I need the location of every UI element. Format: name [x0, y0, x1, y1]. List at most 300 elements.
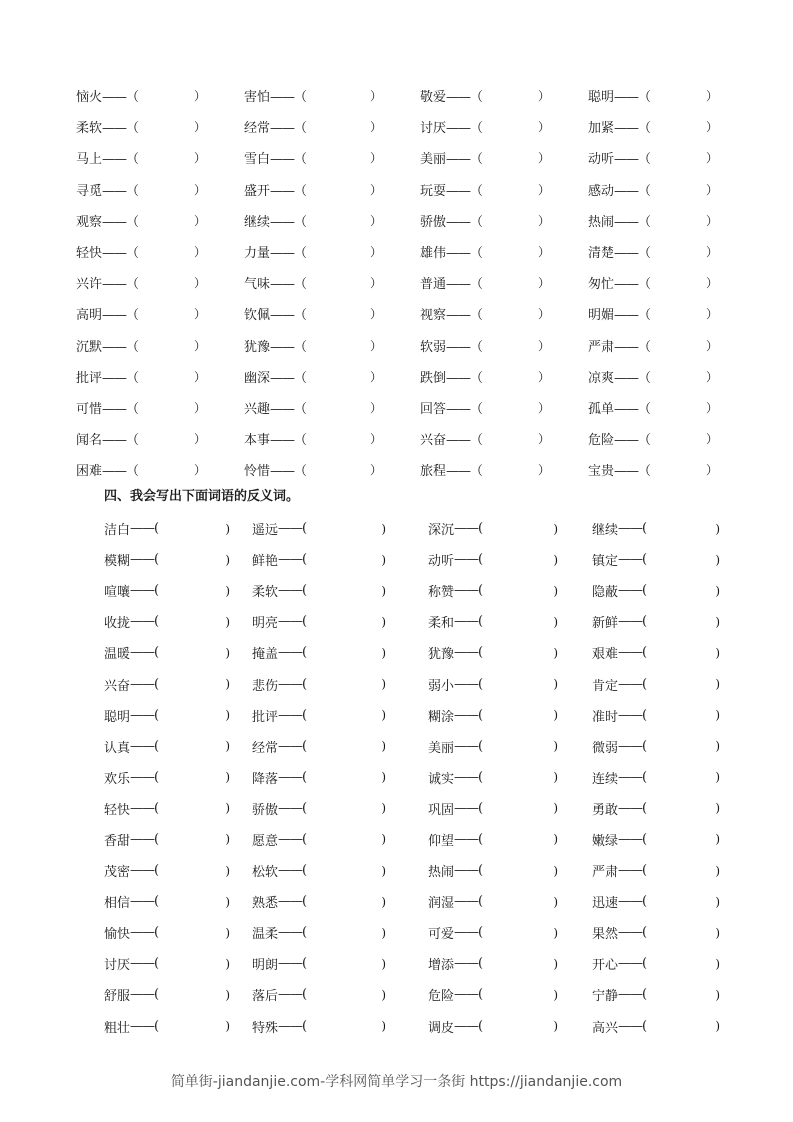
exercise-item: [244, 211, 420, 230]
close-paren: ）: [537, 463, 550, 478]
close-paren: ）: [537, 245, 550, 260]
close-paren: ）: [705, 276, 718, 291]
exercise-word: 增添: [428, 958, 455, 974]
dash-open-paren: ——(: [130, 800, 159, 816]
exercise-row: [104, 575, 724, 606]
exercise-item: [104, 550, 252, 569]
dash-open-paren: ——（: [614, 401, 651, 417]
close-paren: ）: [193, 338, 206, 353]
exercise-item: [104, 737, 252, 756]
dash-open-paren: ——（: [102, 339, 139, 355]
dash-open-paren: ——（: [270, 464, 307, 480]
close-paren: ）: [705, 213, 718, 228]
exercise-word: 玩耍: [420, 183, 447, 199]
close-paren: ）: [193, 213, 206, 228]
exercise-word: 新鲜: [592, 616, 619, 632]
exercise-item: [428, 550, 592, 569]
close-paren: ): [381, 1019, 386, 1034]
exercise-item: [588, 273, 726, 292]
dash-open-paren: ——（: [446, 277, 483, 293]
exercise-item: [104, 923, 252, 942]
dash-open-paren: ——(: [278, 1018, 307, 1034]
dash-open-paren: ——(: [278, 676, 307, 692]
exercise-word: 准时: [592, 709, 619, 725]
exercise-item: [592, 799, 724, 818]
exercise-item: [252, 550, 428, 569]
exercise-row: [76, 236, 726, 267]
dash-open-paren: ——(: [454, 831, 483, 847]
exercise-word: 经常: [244, 121, 271, 137]
close-paren: ): [225, 987, 230, 1002]
exercise-item: [428, 892, 592, 911]
exercise-word: 柔和: [428, 616, 455, 632]
exercise-word: 雪白: [244, 152, 271, 168]
dash-open-paren: ——(: [454, 769, 483, 785]
exercise-word: 称赞: [428, 585, 455, 601]
exercise-item: [76, 460, 244, 479]
dash-open-paren: ——(: [130, 707, 159, 723]
exercise-item: [588, 398, 726, 417]
close-paren: ): [381, 894, 386, 909]
exercise-item: [104, 892, 252, 911]
exercise-item: [252, 737, 428, 756]
dash-open-paren: ——(: [618, 987, 647, 1003]
exercise-item: [244, 117, 420, 136]
exercise-item: [420, 211, 588, 230]
exercise-item: [592, 830, 724, 849]
exercise-row: [104, 979, 724, 1010]
close-paren: ）: [369, 463, 382, 478]
dash-open-paren: ——（: [270, 121, 307, 137]
dash-open-paren: ——(: [454, 863, 483, 879]
dash-open-paren: ——（: [102, 308, 139, 324]
exercise-word: 香甜: [104, 833, 131, 849]
exercise-word: 继续: [244, 214, 271, 230]
exercise-item: [104, 581, 252, 600]
exercise-item: [420, 86, 588, 105]
exercise-item: [252, 1017, 428, 1036]
dash-open-paren: ——（: [446, 214, 483, 230]
close-paren: ）: [193, 151, 206, 166]
exercise-word: 鲜艳: [252, 554, 279, 570]
close-paren: ): [381, 863, 386, 878]
close-paren: ): [381, 956, 386, 971]
exercise-item: [252, 892, 428, 911]
exercise-row: [76, 205, 726, 236]
exercise-word: 遥远: [252, 523, 279, 539]
close-paren: ): [553, 583, 558, 598]
exercise-word: 骄傲: [420, 214, 447, 230]
dash-open-paren: ——（: [102, 214, 139, 230]
close-paren: ）: [369, 120, 382, 135]
dash-open-paren: ——（: [614, 90, 651, 106]
dash-open-paren: ——(: [618, 863, 647, 879]
dash-open-paren: ——(: [618, 956, 647, 972]
dash-open-paren: ——(: [130, 987, 159, 1003]
close-paren: ): [715, 925, 720, 940]
close-paren: ): [715, 614, 720, 629]
exercise-word: 特殊: [252, 1020, 279, 1036]
dash-open-paren: ——（: [102, 90, 139, 106]
exercise-row: [104, 606, 724, 637]
dash-open-paren: ——(: [618, 614, 647, 630]
exercise-word: 匆忙: [588, 277, 615, 293]
dash-open-paren: ——（: [102, 121, 139, 137]
dash-open-paren: ——（: [270, 308, 307, 324]
exercise-row: [104, 731, 724, 762]
exercise-item: [420, 304, 588, 323]
close-paren: ): [381, 708, 386, 723]
close-paren: ): [715, 677, 720, 692]
dash-open-paren: ——(: [278, 863, 307, 879]
close-paren: ): [225, 583, 230, 598]
exercise-word: 艰难: [592, 647, 619, 663]
close-paren: ）: [705, 182, 718, 197]
dash-open-paren: ——(: [278, 614, 307, 630]
exercise-word: 落后: [252, 989, 279, 1005]
close-paren: ): [225, 708, 230, 723]
dash-open-paren: ——(: [454, 583, 483, 599]
close-paren: ）: [705, 120, 718, 135]
dash-open-paren: ——（: [614, 152, 651, 168]
dash-open-paren: ——（: [270, 90, 307, 106]
exercise-row: [104, 855, 724, 886]
exercise-word: 模糊: [104, 554, 131, 570]
exercise-word: 轻快: [76, 246, 103, 262]
exercise-item: [592, 519, 724, 538]
dash-open-paren: ——(: [130, 521, 159, 537]
close-paren: ）: [537, 151, 550, 166]
dash-open-paren: ——(: [278, 552, 307, 568]
exercise-word: 热闹: [428, 865, 455, 881]
exercise-word: 加紧: [588, 121, 615, 137]
exercise-row: [76, 392, 726, 423]
exercise-word: 气味: [244, 277, 271, 293]
exercise-item: [244, 460, 420, 479]
exercise-word: 盛开: [244, 183, 271, 199]
dash-open-paren: ——(: [130, 925, 159, 941]
dash-open-paren: ——(: [618, 831, 647, 847]
exercise-word: 弱小: [428, 678, 455, 694]
close-paren: ): [225, 770, 230, 785]
exercise-word: 钦佩: [244, 308, 271, 324]
dash-open-paren: ——（: [270, 214, 307, 230]
exercise-word: 动听: [428, 554, 455, 570]
dash-open-paren: ——（: [102, 433, 139, 449]
exercise-row: [76, 330, 726, 361]
exercise-item: [252, 985, 428, 1004]
exercise-word: 镇定: [592, 554, 619, 570]
exercise-word: 兴奋: [420, 433, 447, 449]
dash-open-paren: ——(: [278, 831, 307, 847]
footer-watermark: 简单街-jiandanjie.com-学科网简单学习一条街 https://jiandanjie.com: [170, 1074, 623, 1090]
exercise-word: 严肃: [588, 339, 615, 355]
exercise-word: 轻快: [104, 802, 131, 818]
close-paren: ): [225, 645, 230, 660]
dash-open-paren: ——（: [446, 90, 483, 106]
close-paren: ）: [369, 432, 382, 447]
exercise-item: [588, 429, 726, 448]
exercise-item: [252, 799, 428, 818]
dash-open-paren: ——(: [618, 738, 647, 754]
close-paren: ）: [193, 432, 206, 447]
exercise-item: [588, 304, 726, 323]
exercise-row: [104, 793, 724, 824]
exercise-word: 感动: [588, 183, 615, 199]
exercise-item: [252, 643, 428, 662]
close-paren: ): [381, 925, 386, 940]
exercise-item: [420, 367, 588, 386]
dash-open-paren: ——（: [270, 339, 307, 355]
exercise-item: [104, 768, 252, 787]
exercise-item: [252, 954, 428, 973]
dash-open-paren: ——（: [102, 370, 139, 386]
exercise-row: [104, 637, 724, 668]
dash-open-paren: ——(: [454, 894, 483, 910]
dash-open-paren: ——（: [446, 308, 483, 324]
dash-open-paren: ——(: [130, 1018, 159, 1034]
dash-open-paren: ——(: [618, 583, 647, 599]
exercise-item: [76, 86, 244, 105]
exercise-word: 隐蔽: [592, 585, 619, 601]
exercise-item: [104, 985, 252, 1004]
close-paren: ）: [705, 400, 718, 415]
exercise-item: [588, 336, 726, 355]
exercise-word: 熟悉: [252, 896, 279, 912]
dash-open-paren: ——（: [614, 246, 651, 262]
exercise-item: [592, 861, 724, 880]
exercise-item: [588, 242, 726, 261]
exercise-item: [592, 550, 724, 569]
close-paren: ): [715, 583, 720, 598]
dash-open-paren: ——(: [130, 863, 159, 879]
exercise-item: [592, 923, 724, 942]
exercise-word: 恼火: [76, 90, 103, 106]
exercise-item: [592, 985, 724, 1004]
exercise-item: [244, 304, 420, 323]
exercise-word: 诚实: [428, 771, 455, 787]
close-paren: ）: [193, 276, 206, 291]
exercise-word: 本事: [244, 433, 271, 449]
close-paren: ): [381, 677, 386, 692]
close-paren: ): [553, 552, 558, 567]
exercise-word: 悲伤: [252, 678, 279, 694]
exercise-item: [244, 398, 420, 417]
dash-open-paren: ——(: [454, 1018, 483, 1034]
dash-open-paren: ——（: [614, 370, 651, 386]
exercise-item: [428, 799, 592, 818]
exercise-word: 开心: [592, 958, 619, 974]
dash-open-paren: ——（: [102, 401, 139, 417]
exercise-word: 犹豫: [244, 339, 271, 355]
exercise-item: [428, 706, 592, 725]
close-paren: ): [715, 645, 720, 660]
exercise-item: [592, 737, 724, 756]
close-paren: ): [225, 863, 230, 878]
close-paren: ）: [537, 276, 550, 291]
exercise-row: [76, 423, 726, 454]
exercise-item: [420, 273, 588, 292]
dash-open-paren: ——(: [618, 1018, 647, 1034]
exercise-word: 骄傲: [252, 802, 279, 818]
dash-open-paren: ——（: [102, 246, 139, 262]
close-paren: ): [225, 739, 230, 754]
synonym-exercise-grid: [76, 80, 726, 485]
close-paren: ): [225, 832, 230, 847]
exercise-item: [592, 954, 724, 973]
close-paren: ): [381, 801, 386, 816]
dash-open-paren: ——（: [270, 433, 307, 449]
exercise-word: 收拢: [104, 616, 131, 632]
exercise-item: [428, 612, 592, 631]
dash-open-paren: ——（: [446, 152, 483, 168]
close-paren: ）: [193, 400, 206, 415]
exercise-item: [252, 768, 428, 787]
exercise-word: 美丽: [420, 152, 447, 168]
exercise-row: [104, 544, 724, 575]
exercise-item: [244, 336, 420, 355]
exercise-word: 危险: [588, 433, 615, 449]
exercise-item: [420, 117, 588, 136]
exercise-item: [588, 148, 726, 167]
dash-open-paren: ——(: [618, 894, 647, 910]
exercise-item: [592, 768, 724, 787]
close-paren: ): [225, 925, 230, 940]
exercise-item: [104, 519, 252, 538]
dash-open-paren: ——（: [446, 246, 483, 262]
close-paren: ）: [537, 307, 550, 322]
dash-open-paren: ——(: [454, 925, 483, 941]
exercise-row: [104, 513, 724, 544]
exercise-word: 巩固: [428, 802, 455, 818]
dash-open-paren: ——(: [278, 583, 307, 599]
exercise-item: [252, 612, 428, 631]
dash-open-paren: ——(: [618, 800, 647, 816]
dash-open-paren: ——（: [270, 183, 307, 199]
exercise-word: 视察: [420, 308, 447, 324]
exercise-item: [104, 675, 252, 694]
exercise-item: [104, 612, 252, 631]
dash-open-paren: ——（: [270, 246, 307, 262]
exercise-item: [420, 180, 588, 199]
exercise-row: [104, 1011, 724, 1042]
exercise-item: [428, 643, 592, 662]
dash-open-paren: ——(: [454, 707, 483, 723]
close-paren: ）: [193, 245, 206, 260]
exercise-word: 深沉: [428, 523, 455, 539]
close-paren: ）: [705, 151, 718, 166]
exercise-item: [592, 612, 724, 631]
dash-open-paren: ——（: [446, 121, 483, 137]
exercise-word: 洁白: [104, 523, 131, 539]
exercise-row: [76, 80, 726, 111]
dash-open-paren: ——(: [130, 614, 159, 630]
exercise-row: [76, 111, 726, 142]
exercise-word: 高明: [76, 308, 103, 324]
exercise-word: 雄伟: [420, 246, 447, 262]
close-paren: ): [553, 956, 558, 971]
close-paren: ）: [705, 245, 718, 260]
exercise-item: [76, 117, 244, 136]
dash-open-paren: ——(: [130, 583, 159, 599]
exercise-item: [428, 985, 592, 1004]
dash-open-paren: ——（: [614, 433, 651, 449]
exercise-row: [104, 917, 724, 948]
dash-open-paren: ——（: [270, 277, 307, 293]
exercise-item: [592, 675, 724, 694]
close-paren: ): [381, 583, 386, 598]
close-paren: ）: [537, 369, 550, 384]
dash-open-paren: ——(: [618, 645, 647, 661]
exercise-item: [592, 581, 724, 600]
exercise-word: 热闹: [588, 214, 615, 230]
dash-open-paren: ——(: [618, 676, 647, 692]
exercise-item: [420, 429, 588, 448]
dash-open-paren: ——(: [278, 769, 307, 785]
close-paren: ）: [537, 338, 550, 353]
exercise-word: 松软: [252, 865, 279, 881]
dash-open-paren: ——(: [454, 552, 483, 568]
close-paren: ): [381, 521, 386, 536]
exercise-word: 聪明: [588, 90, 615, 106]
dash-open-paren: ——(: [454, 521, 483, 537]
exercise-word: 讨厌: [420, 121, 447, 137]
exercise-word: 聪明: [104, 709, 131, 725]
close-paren: ）: [705, 432, 718, 447]
close-paren: ): [553, 832, 558, 847]
exercise-word: 高兴: [592, 1020, 619, 1036]
exercise-row: [76, 298, 726, 329]
dash-open-paren: ——(: [278, 894, 307, 910]
exercise-word: 嫩绿: [592, 833, 619, 849]
exercise-item: [244, 367, 420, 386]
exercise-word: 兴奋: [104, 678, 131, 694]
close-paren: ): [715, 1019, 720, 1034]
close-paren: ）: [369, 151, 382, 166]
exercise-item: [252, 519, 428, 538]
close-paren: ）: [193, 369, 206, 384]
exercise-word: 普通: [420, 277, 447, 293]
exercise-word: 温柔: [252, 927, 279, 943]
exercise-word: 困难: [76, 464, 103, 480]
dash-open-paren: ——(: [454, 676, 483, 692]
dash-open-paren: ——(: [454, 800, 483, 816]
exercise-word: 旅程: [420, 464, 447, 480]
close-paren: ): [225, 521, 230, 536]
close-paren: ): [553, 677, 558, 692]
exercise-item: [420, 336, 588, 355]
close-paren: ): [715, 863, 720, 878]
antonym-exercise-grid: [104, 513, 724, 1042]
exercise-item: [76, 429, 244, 448]
exercise-row: [76, 267, 726, 298]
exercise-item: [428, 737, 592, 756]
exercise-item: [104, 799, 252, 818]
exercise-item: [592, 643, 724, 662]
exercise-word: 马上: [76, 152, 103, 168]
dash-open-paren: ——（: [102, 464, 139, 480]
close-paren: ）: [705, 338, 718, 353]
dash-open-paren: ——（: [614, 214, 651, 230]
dash-open-paren: ——（: [614, 277, 651, 293]
dash-open-paren: ——（: [614, 464, 651, 480]
close-paren: ): [225, 614, 230, 629]
exercise-word: 回答: [420, 401, 447, 417]
dash-open-paren: ——(: [130, 769, 159, 785]
close-paren: ): [553, 894, 558, 909]
close-paren: ）: [193, 307, 206, 322]
exercise-word: 愿意: [252, 833, 279, 849]
